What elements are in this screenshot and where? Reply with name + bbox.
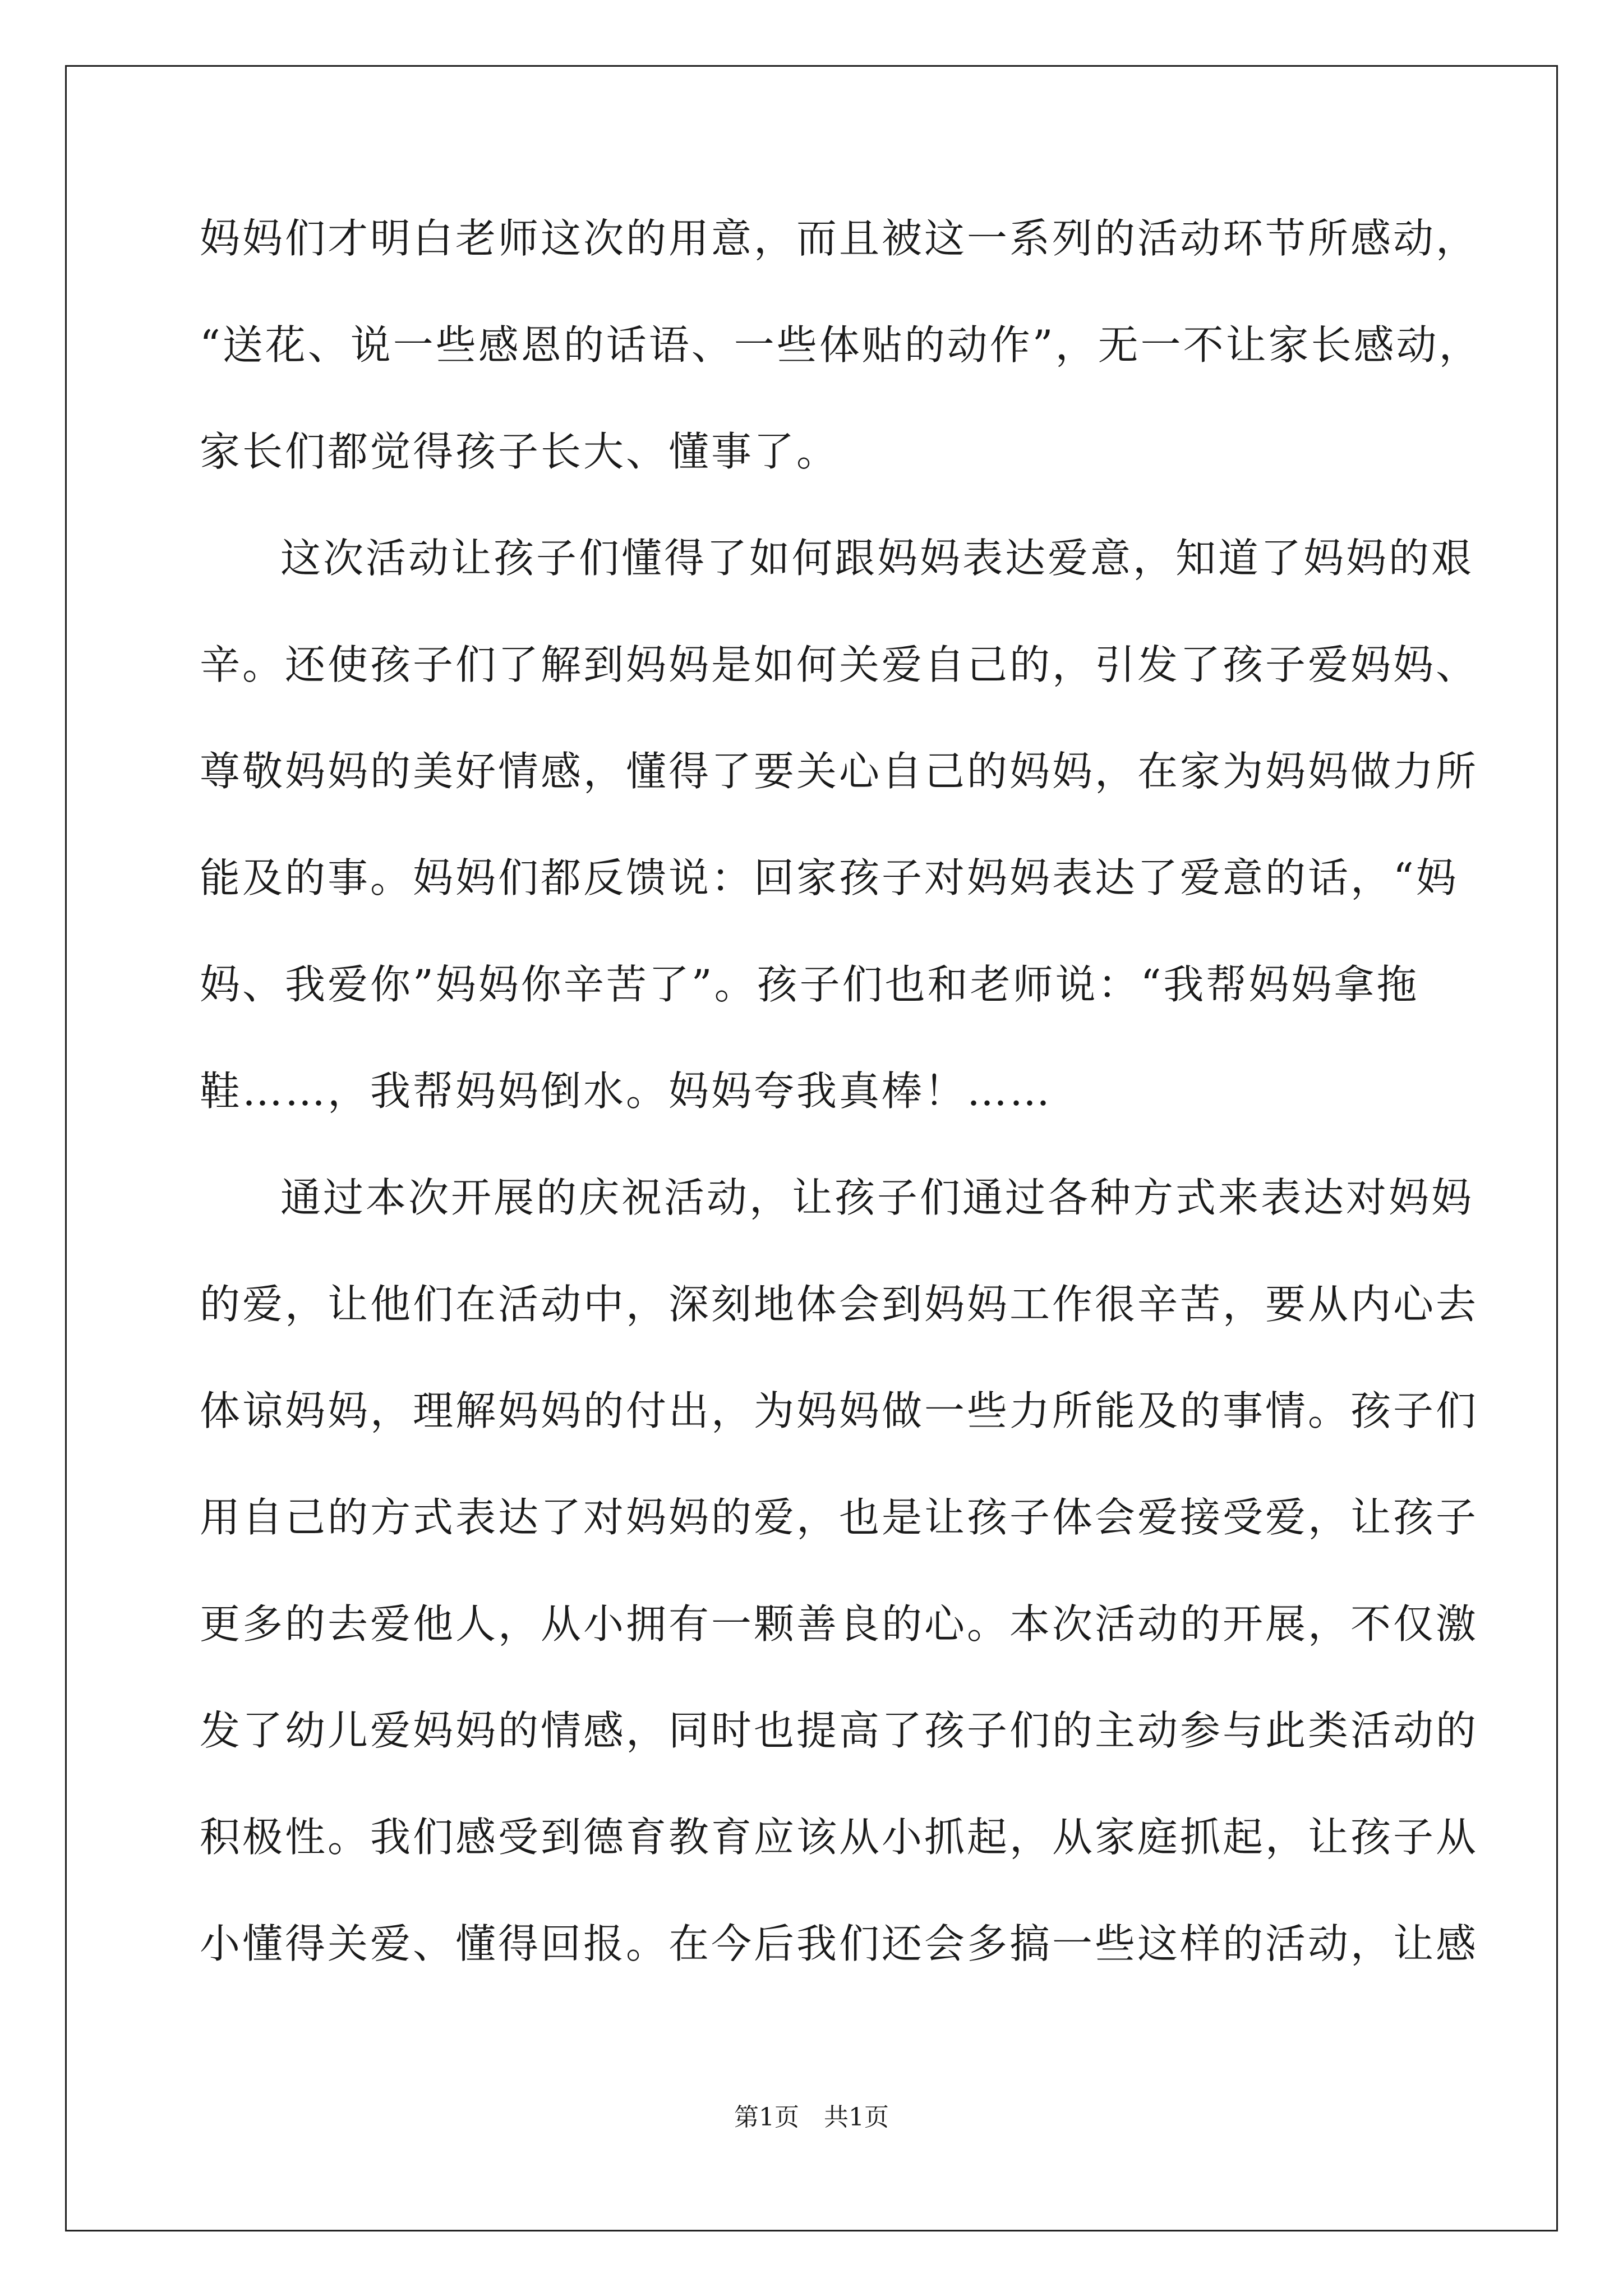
paragraph-start-line: 这次活动让孩子们懂得了如何跟妈妈表达爱意，知道了妈妈的艰	[280, 535, 1474, 582]
text-line: 小懂得关爱、懂得回报。在今后我们还会多搞一些这样的活动，让感	[200, 1920, 1479, 1967]
text-line: 能及的事。妈妈们都反馈说：回家孩子对妈妈表达了爱意的话，“妈	[200, 854, 1459, 901]
document-body	[200, 185, 1482, 1997]
text-line: 的爱，让他们在活动中，深刻地体会到妈妈工作很辛苦，要从内心去	[200, 1281, 1479, 1328]
text-line: 积极性。我们感受到德育教育应该从小抓起，从家庭抓起，让孩子从	[200, 1814, 1479, 1861]
text-line: “送花、说一些感恩的话语、一些体贴的动作”，无一不让家长感动，	[200, 321, 1482, 369]
text-line: 发了幼儿爱妈妈的情感，同时也提高了孩子们的主动参与此类活动的	[200, 1707, 1479, 1754]
text-line: 更多的去爱他人，从小拥有一颗善良的心。本次活动的开展，不仅激	[200, 1600, 1479, 1648]
text-line: 妈、我爱你”妈妈你辛苦了”。孩子们也和老师说：“我帮妈妈拿拖	[200, 961, 1419, 1008]
text-line: 体谅妈妈，理解妈妈的付出，为妈妈做一些力所能及的事情。孩子们	[200, 1387, 1479, 1434]
text-line: 家长们都觉得孩子长大、懂事了。	[200, 428, 840, 475]
text-line: 用自己的方式表达了对妈妈的爱，也是让孩子体会爱接受爱，让孩子	[200, 1494, 1479, 1541]
text-line: 鞋……，我帮妈妈倒水。妈妈夸我真棒！……	[200, 1068, 1053, 1115]
text-line: 妈妈们才明白老师这次的用意，而且被这一系列的活动环节所感动，	[200, 215, 1479, 262]
paragraph-start-line: 通过本次开展的庆祝活动，让孩子们通过各种方式来表达对妈妈	[280, 1174, 1474, 1221]
text-line: 尊敬妈妈的美好情感，懂得了要关心自己的妈妈，在家为妈妈做力所	[200, 748, 1479, 795]
page-footer: 第1页 共1页	[734, 2103, 889, 2132]
text-line: 辛。还使孩子们了解到妈妈是如何关爱自己的，引发了孩子爱妈妈、	[200, 641, 1479, 688]
